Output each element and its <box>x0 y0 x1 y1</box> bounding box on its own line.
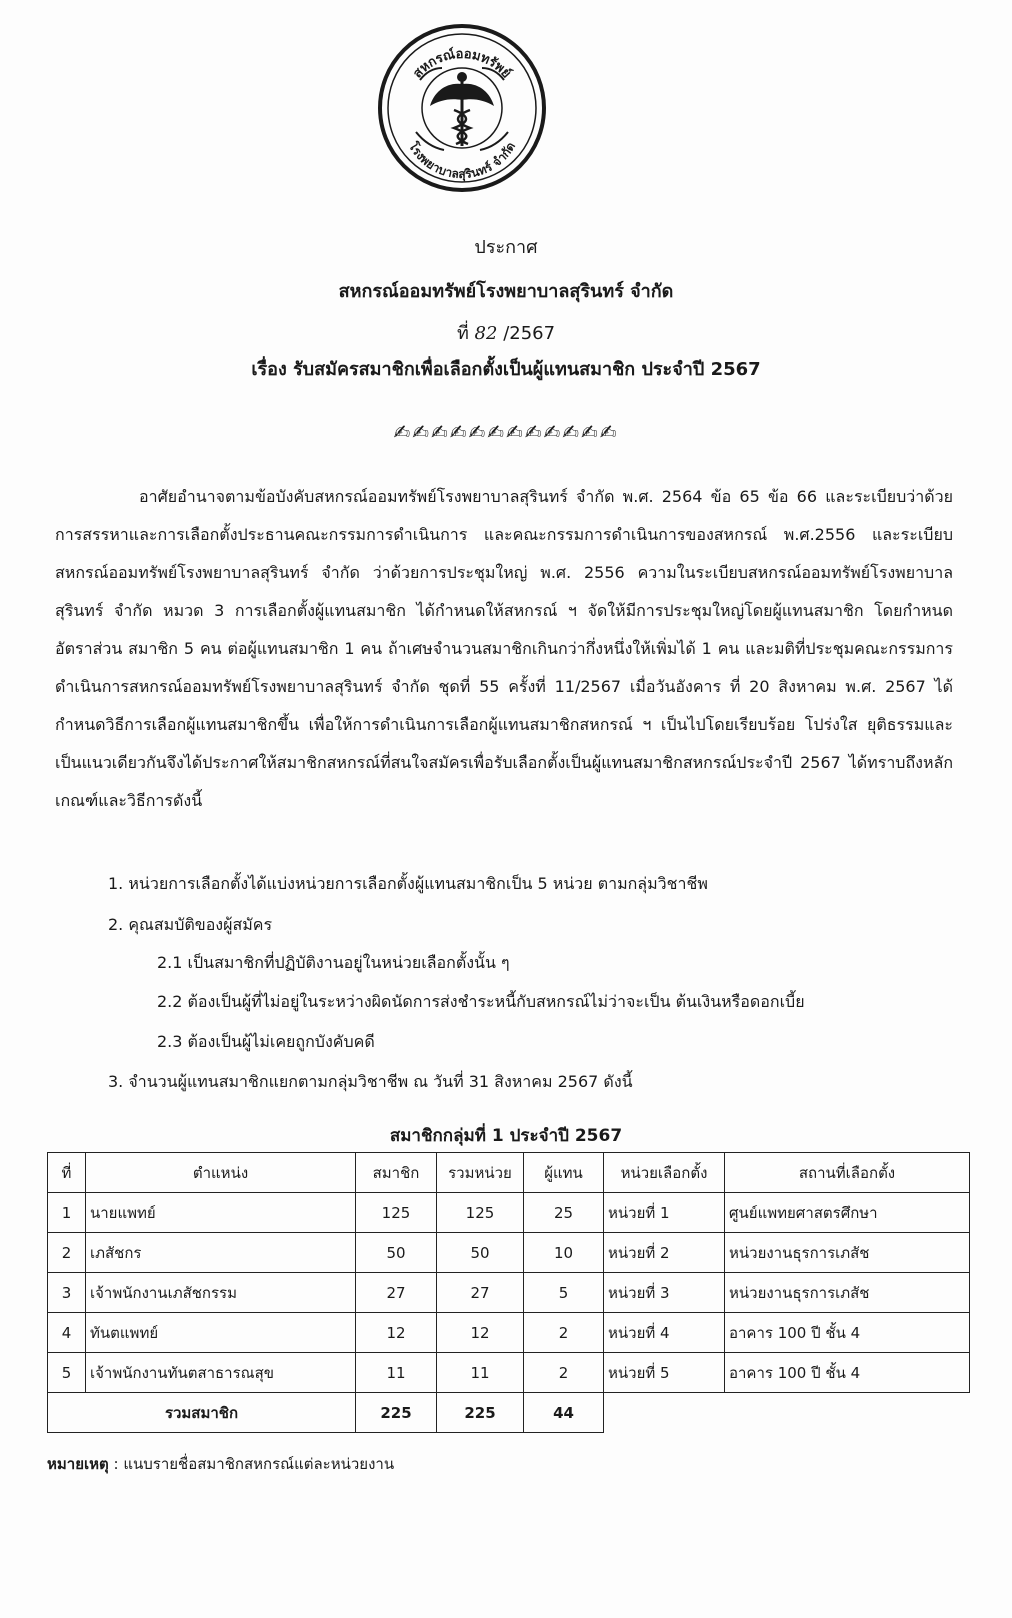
cell-election-location: อาคาร 100 ปี ชั้น 4 <box>725 1313 970 1353</box>
cell-representatives: 2 <box>524 1313 604 1353</box>
cell-no: 4 <box>48 1313 86 1353</box>
header-election-unit: หน่วยเลือกตั้ง <box>604 1153 725 1193</box>
table-row <box>48 1353 970 1393</box>
cell-total-units: 50 <box>437 1233 524 1273</box>
footnote-text: : แนบรายชื่อสมาชิกสหกรณ์แต่ละหน่วยงาน <box>108 1455 395 1473</box>
cell-representatives: 10 <box>524 1233 604 1273</box>
total-representatives: 44 <box>524 1393 604 1433</box>
item-2-3: 2.3 ต้องเป็นผู้ไม่เคยถูกบังคับคดี <box>157 1032 375 1051</box>
seal-text-bottom: โรงพยาบาลสุรินทร์ จำกัด <box>405 139 519 182</box>
cell-members: 27 <box>356 1273 437 1313</box>
header-representatives: ผู้แทน <box>524 1153 604 1193</box>
item-1: 1. หน่วยการเลือกตั้งได้แบ่งหน่วยการเลือกตั้งผู้แทนสมาชิกเป็น 5 หน่วย ตามกลุ่มวิชาชีพ <box>108 874 708 893</box>
table-row <box>48 1313 970 1353</box>
table-row <box>48 1273 970 1313</box>
cell-total-units: 27 <box>437 1273 524 1313</box>
item-3: 3. จำนวนผู้แทนสมาชิกแยกตามกลุ่มวิชาชีพ ณ วันที่ 31 สิงหาคม 2567 ดังนี้ <box>108 1072 633 1091</box>
cell-position: เภสัชกร <box>86 1233 356 1273</box>
total-row-blank <box>604 1393 970 1433</box>
cell-election-unit: หน่วยที่ 1 <box>604 1193 725 1233</box>
cell-no: 2 <box>48 1233 86 1273</box>
table-row <box>48 1193 970 1233</box>
members-table <box>47 1152 970 1433</box>
footnote-label: หมายเหตุ <box>47 1455 109 1473</box>
cell-no: 3 <box>48 1273 86 1313</box>
header-no: ที่ <box>48 1153 86 1193</box>
cell-no: 1 <box>48 1193 86 1233</box>
cell-election-location: หน่วยงานธุรการเภสัช <box>725 1273 970 1313</box>
decorative-pen-row: ✍✍✍✍✍✍✍✍✍✍✍✍ <box>393 420 619 444</box>
cell-position: นายแพทย์ <box>86 1193 356 1233</box>
header-position: ตำแหน่ง <box>86 1153 356 1193</box>
cell-election-unit: หน่วยที่ 3 <box>604 1273 725 1313</box>
announcement-title: ประกาศ <box>474 237 538 258</box>
cell-total-units: 12 <box>437 1313 524 1353</box>
cell-position: เจ้าพนักงานเภสัชกรรม <box>86 1273 356 1313</box>
table-title: สมาชิกกลุ่มที่ 1 ประจำปี 2567 <box>389 1126 623 1146</box>
cell-election-location: ศูนย์แพทยศาสตรศึกษา <box>725 1193 970 1233</box>
body-paragraph: อาศัยอำนาจตามข้อบังคับสหกรณ์ออมทรัพย์โรงพยาบาลสุรินทร์ จำกัด พ.ศ. 2564 ข้อ 65 ข้อ 66 และระเบียบว่าด้วยการสรรหาและการเลือกตั้งประธานคณะกรรมการดำเนินการ และคณะกรรมการดำเนินการของสหกรณ์ พ.ศ.2556 และระเบียบสหกรณ์ออมทรัพย์โรงพยาบาลสุรินทร์ จำกัด ว่าด้วยการประชุมใหญ่ พ.ศ. 2556 ความในระเบียบสหกรณ์ออมทรัพย์โรงพยาบาลสุรินทร์ จำกัด หมวด 3 การเลือกตั้งผู้แทนสมาชิก ได้กำหนดให้สหกรณ์ ฯ จัดให้มีการประชุมใหญ่โดยผู้แทนสมาชิก โดยกำหนดอัตราส่วน สมาชิก 5 คน ต่อผู้แทนสมาชิก 1 คน ถ้าเศษจำนวนสมาชิกเกินกว่ากึ่งหนึ่งให้เพิ่มได้ 1 คน และมติที่ประชุมคณะกรรมการดำเนินการสหกรณ์ออมทรัพย์โรงพยาบาลสุรินทร์ จำกัด ชุดที่ 55 ครั้งที่ 11/2567 เมื่อวันอังคาร ที่ 20 สิงหาคม พ.ศ. 2567 ได้กำหนดวิธีการเลือกผู้แทนสมาชิกขึ้น เพื่อให้การดำเนินการเลือกผู้แทนสมาชิกสหกรณ์ ฯ เป็นไปโดยเรียบร้อย โปร่งใส ยุติธรรมและเป็นแนวเดียวกันจึงได้ประกาศให้สมาชิกสหกรณ์ที่สนใจสมัครเพื่อรับเลือกตั้งเป็นผู้แทนสมาชิกสหกรณ์ประจำปี 2567 ได้ทราบถึงหลักเกณฑ์และวิธีการดังนี้ <box>55 487 953 810</box>
table-total-row <box>48 1393 970 1433</box>
cell-total-units: 125 <box>437 1193 524 1233</box>
cell-members: 125 <box>356 1193 437 1233</box>
announcement-subject: เรื่อง รับสมัครสมาชิกเพื่อเลือกตั้งเป็นผู้แทนสมาชิก ประจำปี 2567 <box>251 359 761 380</box>
header-election-location: สถานที่เลือกตั้ง <box>725 1153 970 1193</box>
item-2-1: 2.1 เป็นสมาชิกที่ปฏิบัติงานอยู่ในหน่วยเลือกตั้งนั้น ๆ <box>157 953 510 972</box>
cell-no: 5 <box>48 1353 86 1393</box>
item-2-2: 2.2 ต้องเป็นผู้ที่ไม่อยู่ในระหว่างผิดนัดการส่งชำระหนี้กับสหกรณ์ไม่ว่าจะเป็น ต้นเงินหรือดอกเบี้ย <box>157 992 805 1011</box>
number-suffix: /2567 <box>503 323 556 344</box>
cell-position: เจ้าพนักงานทันตสาธารณสุข <box>86 1353 356 1393</box>
cell-election-unit: หน่วยที่ 4 <box>604 1313 725 1353</box>
cell-members: 11 <box>356 1353 437 1393</box>
total-units: 225 <box>437 1393 524 1433</box>
cell-representatives: 2 <box>524 1353 604 1393</box>
cell-representatives: 25 <box>524 1193 604 1233</box>
table-header-row <box>48 1153 970 1193</box>
item-2: 2. คุณสมบัติของผู้สมัคร <box>108 915 273 934</box>
number-handwritten: 82 <box>474 323 498 344</box>
cell-members: 12 <box>356 1313 437 1353</box>
cell-election-unit: หน่วยที่ 2 <box>604 1233 725 1273</box>
header-total-units: รวมหน่วย <box>437 1153 524 1193</box>
total-members: 225 <box>356 1393 437 1433</box>
footnote <box>47 1453 394 1475</box>
cell-total-units: 11 <box>437 1353 524 1393</box>
number-prefix: ที่ <box>456 323 469 344</box>
table-row <box>48 1233 970 1273</box>
cell-position: ทันตแพทย์ <box>86 1313 356 1353</box>
cell-election-location: อาคาร 100 ปี ชั้น 4 <box>725 1353 970 1393</box>
header-members: สมาชิก <box>356 1153 437 1193</box>
cell-election-unit: หน่วยที่ 5 <box>604 1353 725 1393</box>
total-label: รวมสมาชิก <box>48 1393 356 1433</box>
cell-election-location: หน่วยงานธุรการเภสัช <box>725 1233 970 1273</box>
announcement-number <box>0 322 1012 346</box>
cell-representatives: 5 <box>524 1273 604 1313</box>
organization-name: สหกรณ์ออมทรัพย์โรงพยาบาลสุรินทร์ จำกัด <box>338 281 674 302</box>
cell-members: 50 <box>356 1233 437 1273</box>
cooperative-seal-icon <box>376 22 548 194</box>
seal-text-top: สหกรณ์ออมทรัพย์ <box>410 46 514 82</box>
